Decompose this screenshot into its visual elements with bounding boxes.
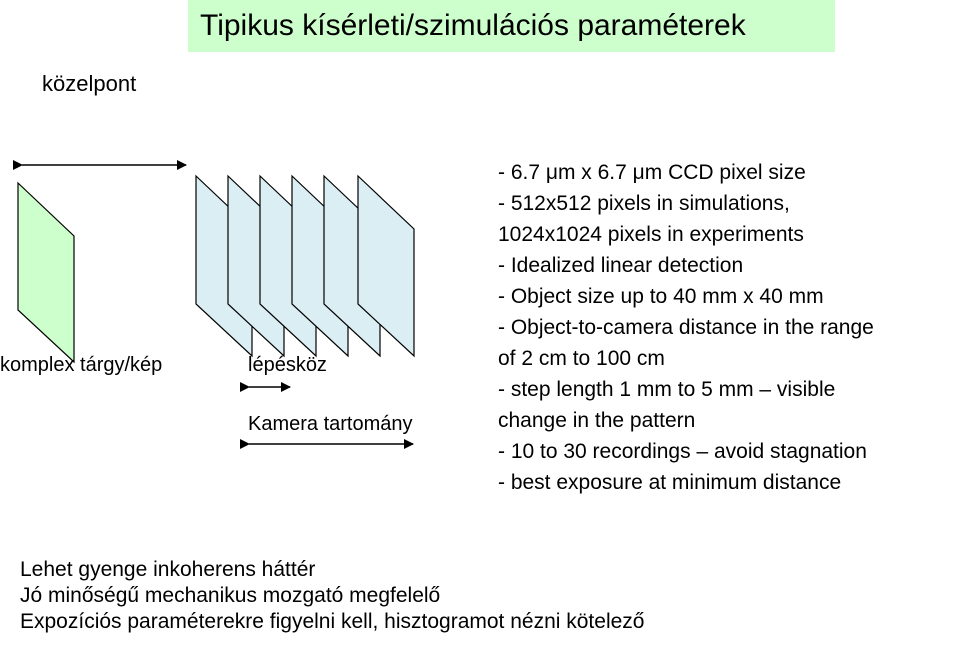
step-label: lépésköz bbox=[248, 354, 327, 376]
object-plane bbox=[18, 183, 74, 362]
parameter-line: 1024x1024 pixels in experiments bbox=[498, 223, 804, 246]
notes-list bbox=[20, 557, 644, 635]
object-label: komplex tárgy/kép bbox=[0, 354, 163, 376]
camera-planes bbox=[196, 176, 414, 356]
camera-range-label: Kamera tartomány bbox=[248, 413, 413, 435]
note-line: Expozíciós paraméterekre figyelni kell, hisztogramot nézni kötelező bbox=[20, 610, 645, 633]
parameter-line: - 6.7 μm x 6.7 μm CCD pixel size bbox=[498, 161, 806, 184]
parameter-line: - 512x512 pixels in simulations, bbox=[498, 192, 790, 215]
note-line: Jó minőségű mechanikus mozgató megfelelő bbox=[20, 584, 441, 607]
parameter-line: - Idealized linear detection bbox=[498, 254, 744, 277]
parameter-line: - Object-to-camera distance in the range bbox=[498, 316, 874, 339]
parameter-list bbox=[498, 157, 874, 498]
kozelpont-label: közelpont bbox=[42, 71, 137, 96]
parameter-line: - Object size up to 40 mm x 40 mm bbox=[498, 285, 824, 308]
parameter-line: - step length 1 mm to 5 mm – visible bbox=[498, 378, 836, 401]
note-line: Lehet gyenge inkoherens háttér bbox=[20, 558, 316, 581]
parameter-line: - 10 to 30 recordings – avoid stagnation bbox=[498, 440, 867, 463]
parameter-line: of 2 cm to 100 cm bbox=[498, 347, 665, 370]
parameter-line: change in the pattern bbox=[498, 409, 696, 432]
parameter-line: - best exposure at minimum distance bbox=[498, 471, 842, 494]
page-title: Tipikus kísérleti/szimulációs paraméterek bbox=[188, 0, 835, 52]
